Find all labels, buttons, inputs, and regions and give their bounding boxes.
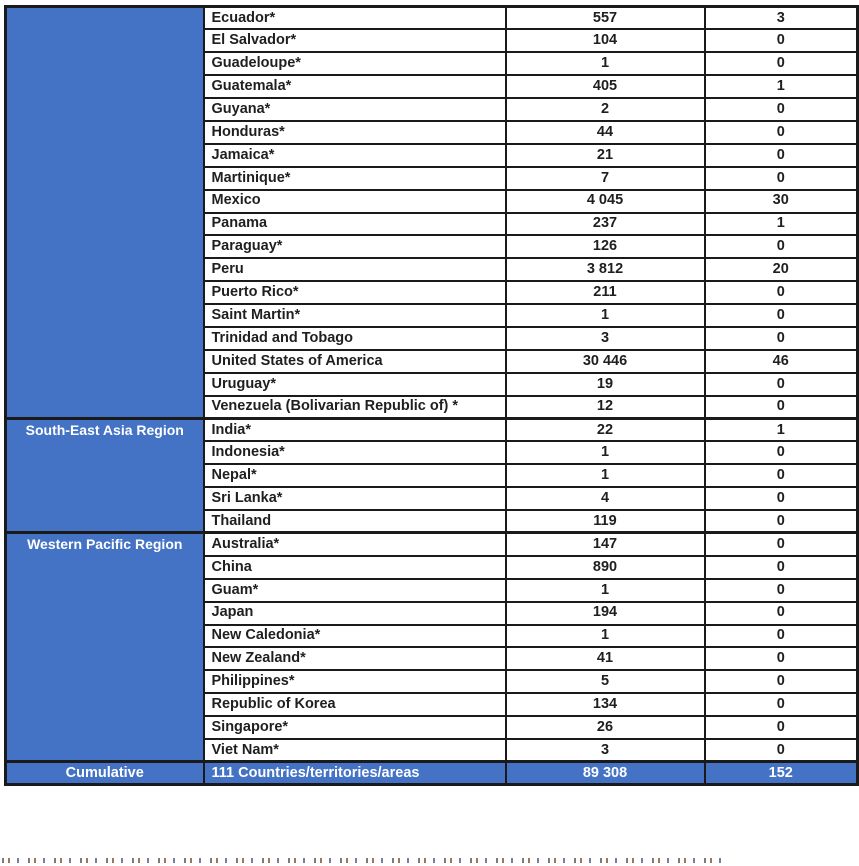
- cases-cell: 1: [506, 625, 705, 648]
- deaths-cell: 1: [705, 75, 858, 98]
- cases-cell: 405: [506, 75, 705, 98]
- country-cell: Japan: [204, 602, 506, 625]
- country-cell: Ecuador*: [204, 7, 506, 30]
- deaths-cell: 0: [705, 602, 858, 625]
- deaths-cell: 0: [705, 98, 858, 121]
- cases-cell: 194: [506, 602, 705, 625]
- country-cell: New Zealand*: [204, 647, 506, 670]
- table-row: [6, 533, 858, 556]
- country-cell: United States of America: [204, 350, 506, 373]
- deaths-cell: 0: [705, 556, 858, 579]
- cumulative-cases-table: [4, 5, 859, 786]
- cases-cell: 30 446: [506, 350, 705, 373]
- region-cell: [6, 533, 204, 762]
- country-cell: Trinidad and Tobago: [204, 327, 506, 350]
- country-cell: El Salvador*: [204, 29, 506, 52]
- cases-cell: 147: [506, 533, 705, 556]
- cases-cell: 41: [506, 647, 705, 670]
- deaths-cell: 0: [705, 373, 858, 396]
- deaths-cell: 0: [705, 716, 858, 739]
- cases-cell: 126: [506, 235, 705, 258]
- region-label: South-East Asia Region: [25, 422, 184, 439]
- table-body: [6, 7, 858, 762]
- cases-cell: 557: [506, 7, 705, 30]
- deaths-cell: 0: [705, 144, 858, 167]
- country-cell: India*: [204, 419, 506, 442]
- country-cell: Puerto Rico*: [204, 281, 506, 304]
- cumulative-deaths: 152: [705, 762, 858, 785]
- deaths-cell: 30: [705, 190, 858, 213]
- deaths-cell: 0: [705, 281, 858, 304]
- cases-cell: 1: [506, 304, 705, 327]
- deaths-cell: 0: [705, 327, 858, 350]
- cases-cell: 4 045: [506, 190, 705, 213]
- table-row: [6, 419, 858, 442]
- cumulative-cases: 89 308: [506, 762, 705, 785]
- cases-cell: 119: [506, 510, 705, 533]
- country-cell: Venezuela (Bolivarian Republic of) *: [204, 396, 506, 419]
- country-cell: Mexico: [204, 190, 506, 213]
- deaths-cell: 3: [705, 7, 858, 30]
- country-cell: New Caledonia*: [204, 625, 506, 648]
- deaths-cell: 0: [705, 396, 858, 419]
- deaths-cell: 0: [705, 167, 858, 190]
- cases-cell: 134: [506, 693, 705, 716]
- country-cell: Guyana*: [204, 98, 506, 121]
- cases-cell: 1: [506, 441, 705, 464]
- cases-cell: 12: [506, 396, 705, 419]
- country-cell: Philippines*: [204, 670, 506, 693]
- deaths-cell: 0: [705, 52, 858, 75]
- cumulative-label: Cumulative: [6, 762, 204, 785]
- cases-cell: 7: [506, 167, 705, 190]
- country-cell: Guam*: [204, 579, 506, 602]
- table-footer: [6, 762, 858, 785]
- cases-cell: 5: [506, 670, 705, 693]
- country-cell: Singapore*: [204, 716, 506, 739]
- country-cell: Nepal*: [204, 464, 506, 487]
- country-cell: Honduras*: [204, 121, 506, 144]
- cases-cell: 1: [506, 464, 705, 487]
- cases-cell: 3: [506, 327, 705, 350]
- deaths-cell: 0: [705, 464, 858, 487]
- deaths-cell: 1: [705, 419, 858, 442]
- country-cell: Guadeloupe*: [204, 52, 506, 75]
- country-cell: Saint Martin*: [204, 304, 506, 327]
- cases-cell: 2: [506, 98, 705, 121]
- country-cell: Sri Lanka*: [204, 487, 506, 510]
- region-cell: [6, 7, 204, 419]
- cases-cell: 21: [506, 144, 705, 167]
- country-cell: Thailand: [204, 510, 506, 533]
- country-cell: Martinique*: [204, 167, 506, 190]
- deaths-cell: 46: [705, 350, 858, 373]
- country-cell: Peru: [204, 258, 506, 281]
- deaths-cell: 0: [705, 693, 858, 716]
- country-cell: Guatemala*: [204, 75, 506, 98]
- cases-cell: 890: [506, 556, 705, 579]
- cases-cell: 1: [506, 579, 705, 602]
- country-cell: Viet Nam*: [204, 739, 506, 762]
- deaths-cell: 0: [705, 441, 858, 464]
- deaths-cell: 0: [705, 121, 858, 144]
- deaths-cell: 0: [705, 579, 858, 602]
- deaths-cell: 0: [705, 533, 858, 556]
- cases-cell: 4: [506, 487, 705, 510]
- region-label: Western Pacific Region: [27, 536, 183, 553]
- cases-cell: 22: [506, 419, 705, 442]
- deaths-cell: 0: [705, 487, 858, 510]
- cases-cell: 211: [506, 281, 705, 304]
- cases-cell: 3: [506, 739, 705, 762]
- deaths-cell: 20: [705, 258, 858, 281]
- country-cell: Republic of Korea: [204, 693, 506, 716]
- country-cell: Indonesia*: [204, 441, 506, 464]
- country-cell: Jamaica*: [204, 144, 506, 167]
- country-cell: China: [204, 556, 506, 579]
- region-cell: [6, 419, 204, 533]
- cases-cell: 19: [506, 373, 705, 396]
- cases-cell: 44: [506, 121, 705, 144]
- deaths-cell: 1: [705, 213, 858, 236]
- deaths-cell: 0: [705, 304, 858, 327]
- cases-cell: 104: [506, 29, 705, 52]
- country-cell: Paraguay*: [204, 235, 506, 258]
- deaths-cell: 0: [705, 29, 858, 52]
- cases-cell: 26: [506, 716, 705, 739]
- cases-cell: 1: [506, 52, 705, 75]
- country-cell: Panama: [204, 213, 506, 236]
- deaths-cell: 0: [705, 670, 858, 693]
- table-row: [6, 7, 858, 30]
- cumulative-row: [6, 762, 858, 785]
- clipped-footnote-strip: [2, 858, 722, 863]
- deaths-cell: 0: [705, 235, 858, 258]
- deaths-cell: 0: [705, 510, 858, 533]
- country-cell: Australia*: [204, 533, 506, 556]
- deaths-cell: 0: [705, 647, 858, 670]
- country-cell: Uruguay*: [204, 373, 506, 396]
- cases-cell: 237: [506, 213, 705, 236]
- deaths-cell: 0: [705, 739, 858, 762]
- cases-cell: 3 812: [506, 258, 705, 281]
- cumulative-summary: 111 Countries/territories/areas: [204, 762, 506, 785]
- deaths-cell: 0: [705, 625, 858, 648]
